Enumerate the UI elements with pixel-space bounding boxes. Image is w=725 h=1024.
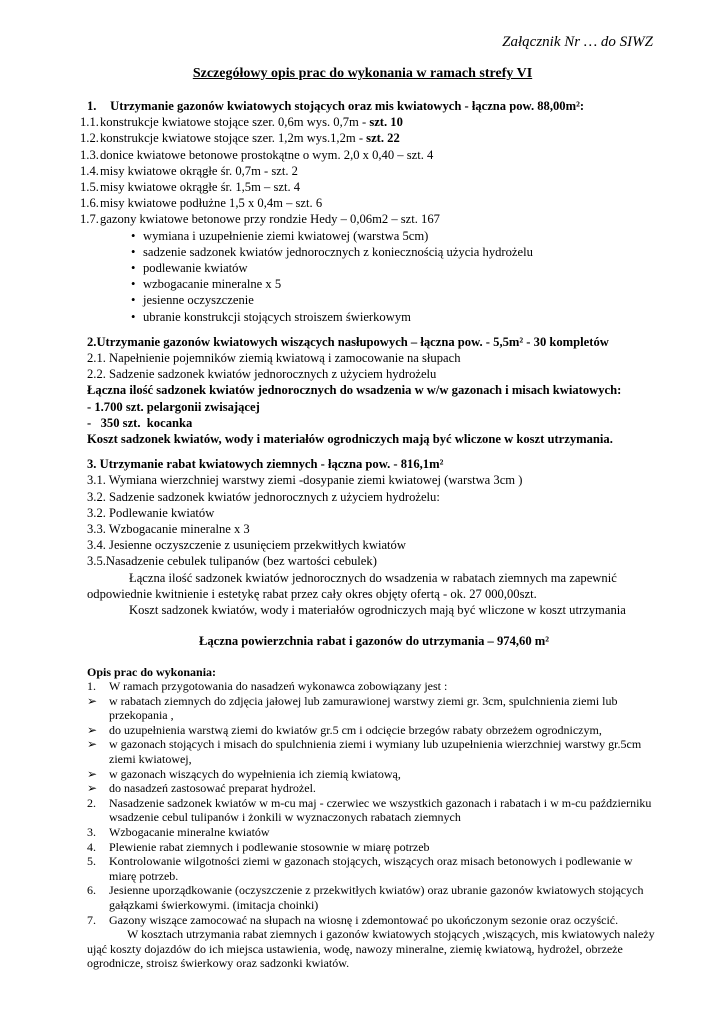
section-2-summary: - 350 szt. kocanka [87, 415, 193, 430]
section-2-summary: Łączna ilość sadzonek kwiatów jednorocznych do wsadzenia w w/w gazonach i misach kwiatowych: [87, 383, 622, 398]
work-description-heading: Opis prac do wykonania: [87, 664, 217, 679]
section-3-heading: 3. Utrzymanie rabat kwiatowych ziemnych - łączna pow. - 816,1m² [87, 457, 444, 472]
section-2-heading: 2.Utrzymanie gazonów kwiatowych wiszących nasłupowych – łączna pow. - 5,5m² - 30 kompletów [87, 334, 609, 349]
list-item: 5. Kontrolowanie wilgotności ziemi w gazonach stojących, wiszących oraz misach betonowych i podlewanie w miarę potrzeb. [87, 854, 633, 883]
document-body [80, 98, 661, 971]
list-item: 1.2.konstrukcje kwiatowe stojące szer. 1,2m wys.1,2m - szt. 22 [80, 131, 400, 146]
list-item: ➢ do uzupełnienia warstwą ziemi do kwiatów gr.5 cm i odcięcie brzegów rabaty obrzeżem ogrodniczym, [87, 722, 602, 737]
list-item: 6. Jesienne uporządkowanie (oczyszczenie z przekwitłych kwiatów) oraz ubranie gazonów kwiatowych stojących gałązkami świerkowymi. (imitacja choinki) [87, 883, 644, 912]
arrow-bullet-icon: ➢ [87, 737, 98, 752]
bullet-item: • sadzenie sadzonek kwiatów jednorocznych z koniecznością użycia hydrożelu [131, 244, 533, 259]
bullet-icon: • [131, 244, 136, 259]
list-item: 4. Plewienie rabat ziemnych i podlewanie stosownie w miarę potrzeb [87, 839, 430, 854]
annex-label: Załącznik Nr … do SIWZ [502, 34, 653, 50]
list-item: 2. Nasadzenie sadzonek kwiatów w m-cu maj - czerwiec we wszystkich gazonach i rabatach i w m-cu październiku wsadzenie cebul tulipanów i żonkili w wyznaczonych rabatach ziemnych [87, 795, 652, 825]
bullet-icon: • [131, 228, 136, 243]
document-title: Szczegółowy opis prac do wykonania w ramach strefy VI [192, 66, 533, 81]
bullet-icon: • [131, 309, 136, 324]
section-3-line: 3.5.Nasadzenie cebulek tulipanów (bez wartości cebulek) [87, 554, 377, 569]
list-item: 7. Gazony wiszące zamocować na słupach na wiosnę i zdemontować po ukończonym sezonie oraz oczyścić. [87, 912, 619, 927]
list-item: 1.6.misy kwiatowe podłużne 1,5 x 0,4m – szt. 6 [80, 196, 323, 211]
section-2-line: 2.1. Napełnienie pojemników ziemią kwiatową i zamocowanie na słupach [87, 351, 461, 366]
section-1-title: Utrzymanie gazonów kwiatowych stojących oraz mis kwiatowych - łączna pow. 88,00m²: [110, 99, 585, 113]
arrow-bullet-icon: ➢ [87, 781, 98, 796]
bullet-item: • wymiana i uzupełnienie ziemi kwiatowej (warstwa 5cm) [131, 228, 429, 243]
list-item: 1.1.konstrukcje kwiatowe stojące szer. 0,6m wys. 0,7m - szt. 10 [80, 115, 403, 130]
list-item: ➢ w rabatach ziemnych do zdjęcia jałowej lub zamurawionej warstwy ziemi gr. 3cm, spulchnienia ziemi lub przekopania , [87, 693, 618, 723]
work-description [87, 665, 661, 971]
bullet-item: • ubranie konstrukcji stojących stroiszem świerkowym [131, 309, 411, 324]
section-3-line: 3.2. Sadzenie sadzonek kwiatów jednorocznych z użyciem hydrożelu: [87, 489, 440, 504]
section-3-paragraph: Koszt sadzonek kwiatów, wody i materiałów ogrodniczych mają być wliczone w koszt utrzymania [129, 603, 626, 618]
section-1-items [80, 114, 661, 227]
list-item: 1.7.gazony kwiatowe betonowe przy rondzie Hedy – 0,06m2 – szt. 167 [80, 212, 440, 227]
section-1-number: 1. [87, 99, 97, 113]
bullet-item: • wzbogacanie mineralne x 5 [131, 277, 282, 292]
section-1-heading [87, 98, 661, 114]
list-item: 1.4.misy kwiatowe okrągłe śr. 0,7m - szt. 2 [80, 163, 298, 178]
bullet-icon: • [131, 261, 136, 276]
bullet-item: • jesienne oczyszczenie [131, 293, 254, 308]
bullet-icon: • [131, 293, 136, 308]
section-3-line: 3.1. Wymiana wierzchniej warstwy ziemi -dosypanie ziemi kwiatowej (warstwa 3cm ) [87, 473, 523, 488]
section-1-bullets [87, 228, 661, 325]
arrow-bullet-icon: ➢ [87, 722, 98, 737]
section-2-line: 2.2. Sadzenie sadzonek kwiatów jednorocznych z użyciem hydrożelu [87, 367, 437, 382]
section-3-line: 3.2. Podlewanie kwiatów [87, 505, 215, 520]
section-3-line: 3.3. Wzbogacanie mineralne x 3 [87, 522, 250, 537]
bullet-icon: • [131, 277, 136, 292]
list-item: ➢ w gazonach stojących i misach do spulchnienia ziemi i wymiany lub uzupełnienia wierzchniej warstwy gr.5cm ziemi kwiatowej, [87, 737, 642, 767]
bullet-item: • podlewanie kwiatów [131, 261, 248, 276]
closing-paragraph: W kosztach utrzymania rabat ziemnych i gazonów kwiatowych stojących ,wiszących, mis kwiatowych należy ująć koszty dojazdów do ich miejsca ustawienia, wodę, nawozy mineralne, ziemię kwiatową, hydrożel, obrzeże ogrodnicze, stroisz świerkowy oraz sadzonki kwiatów. [87, 927, 655, 971]
section-2-cost-note: Koszt sadzonek kwiatów, wody i materiałów ogrodniczych mają być wliczone w koszt utrzymania. [87, 432, 613, 447]
list-item: 1.3.donice kwiatowe betonowe prostokątne o wym. 2,0 x 0,40 – szt. 4 [80, 147, 434, 162]
section-2-summary: - 1.700 szt. pelargonii zwisającej [87, 399, 260, 414]
list-item: 1. W ramach przygotowania do nasadzeń wykonawca zobowiązany jest : [87, 679, 448, 694]
list-item: ➢ w gazonach wiszących do wypełnienia ich ziemią kwiatową, [87, 766, 401, 781]
arrow-bullet-icon: ➢ [87, 766, 98, 781]
arrow-bullet-icon: ➢ [87, 693, 98, 708]
section-3-line: 3.4. Jesienne oczyszczenie z usunięciem przekwitłych kwiatów [87, 538, 406, 553]
list-item: 1.5.misy kwiatowe okrągłe śr. 1,5m – szt. 4 [80, 180, 301, 195]
list-item: 3. Wzbogacanie mineralne kwiatów [87, 825, 270, 840]
list-item: ➢ do nasadzeń zastosować preparat hydrożel. [87, 781, 316, 796]
total-area: Łączna powierzchnia rabat i gazonów do utrzymania – 974,60 m² [198, 634, 550, 649]
section-3-paragraph: Łączna ilość sadzonek kwiatów jednorocznych do wsadzenia w rabatach ziemnych ma zapewnić odpowiednie kwitnienie i estetykę rabat przez cały okres objęty ofertą - ok. 27 000,00szt. [87, 570, 617, 601]
